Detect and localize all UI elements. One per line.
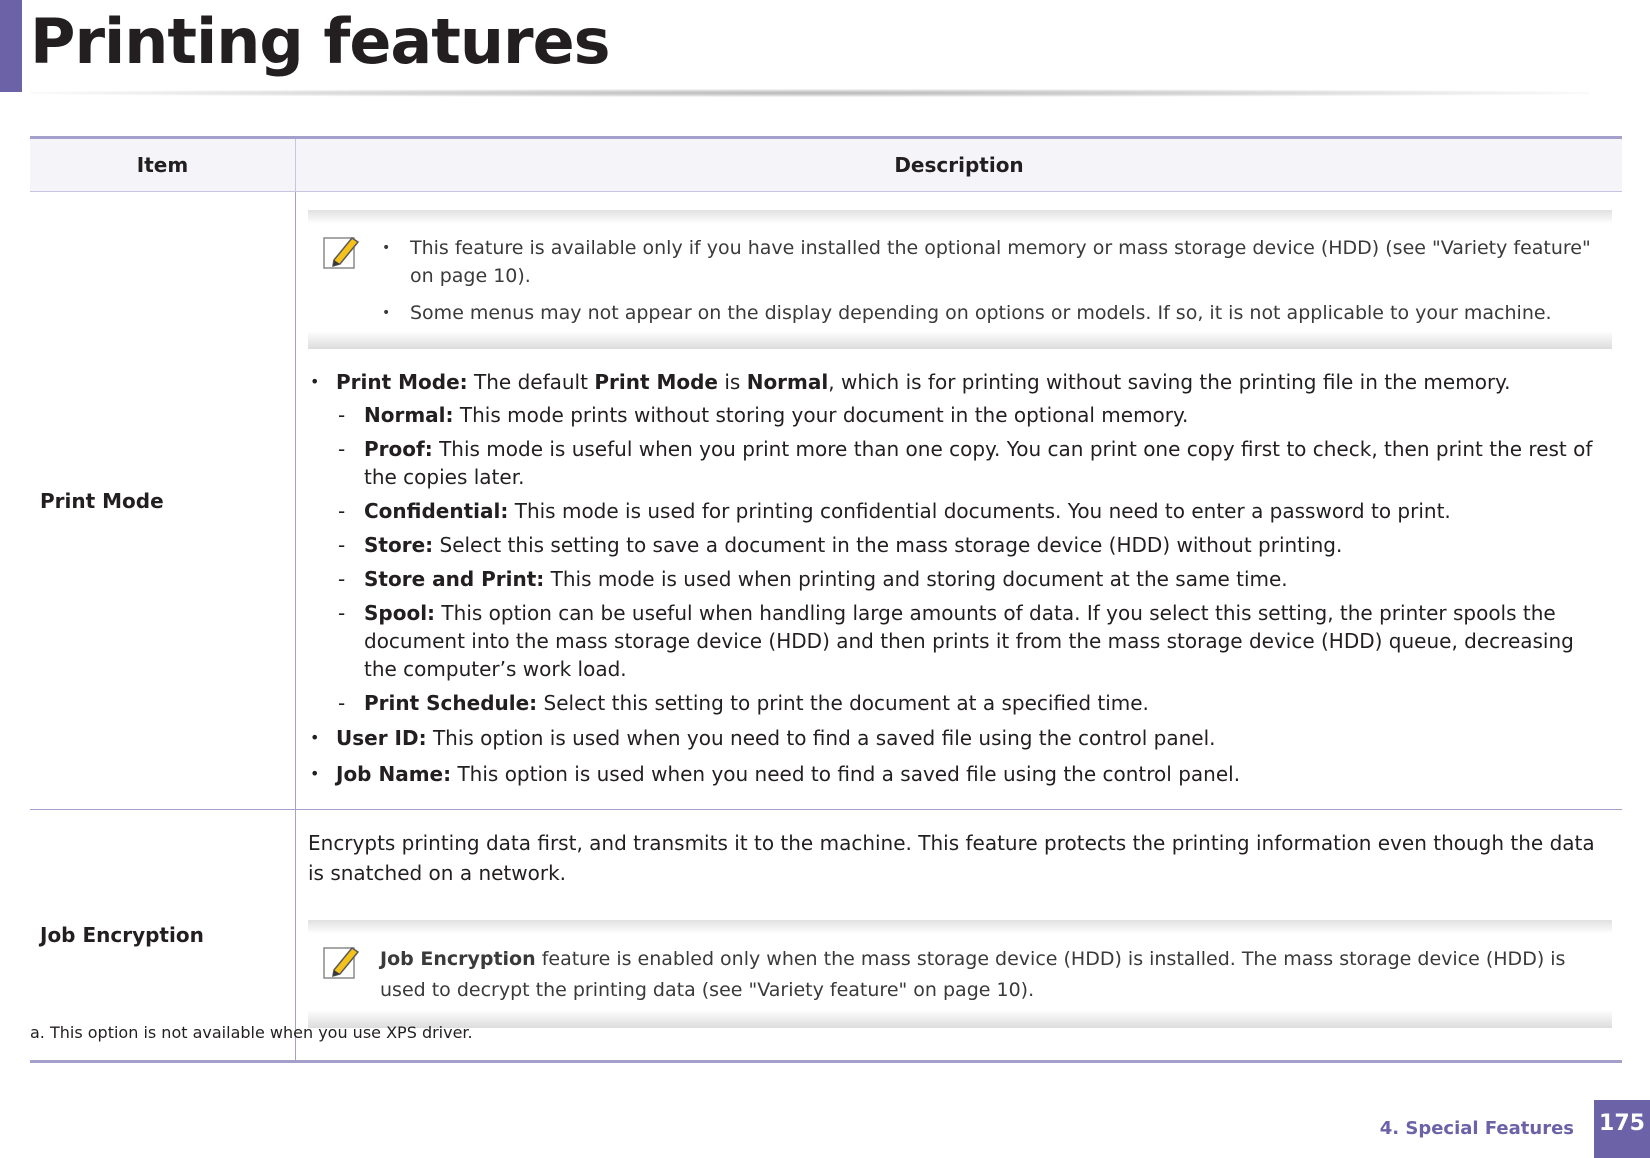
note-text: [380, 944, 1606, 1006]
mode-text: Select this setting to save a document in the mass storage device (HDD) without printing.: [439, 533, 1343, 557]
note-body: feature is enabled only when the mass storage device (HDD) is installed. The mass storage device (HDD) is used to decrypt the printing data (see "Variety feature" on page 10).: [380, 948, 1566, 1001]
mode-name: Print Schedule:: [364, 691, 538, 715]
table-row-print-mode: [30, 192, 1622, 810]
option-text: , which is for printing without saving the printing file in the memory.: [828, 370, 1511, 394]
title-rule: [30, 89, 1590, 97]
mode-name: Store:: [364, 533, 434, 557]
mode-item-normal: [336, 401, 1612, 429]
column-header-description: Description: [296, 138, 1623, 192]
note-bold-term: Job Encryption: [380, 948, 536, 970]
option-label: Print Mode:: [336, 370, 468, 394]
options-list: [308, 367, 1612, 789]
mode-item-store-and-print: [336, 565, 1612, 593]
mode-list: [336, 401, 1612, 717]
note-box: [308, 210, 1612, 349]
page-number: 175: [1594, 1100, 1650, 1158]
option-text: is: [724, 370, 741, 394]
option-print-mode: [308, 367, 1612, 717]
mode-name: Confidential:: [364, 499, 509, 523]
mode-name: Store and Print:: [364, 567, 545, 591]
mode-text: This option can be useful when handling large amounts of data. If you select this setting, the printer spools the document into the mass storage device (HDD) and then prints it from the mass storage device (HDD) queue, decreasing the computer’s work load.: [364, 601, 1574, 681]
note-item: • This feature is available only if you have installed the optional memory or mass storage device (HDD) (see "Variety feature" on page 10).: [380, 234, 1606, 290]
option-bold-term: Normal: [746, 370, 829, 394]
column-header-item: Item: [30, 138, 296, 192]
note-list: [380, 234, 1606, 327]
note-pencil-icon: [322, 232, 362, 272]
footnote: a. This option is not available when you use XPS driver.: [30, 1023, 473, 1042]
option-label: Job Name:: [336, 762, 452, 786]
mode-item-print-schedule: [336, 689, 1612, 717]
features-table: [30, 136, 1622, 1063]
mode-name: Spool:: [364, 601, 436, 625]
title-accent-bar: [0, 0, 22, 92]
option-text: This option is used when you need to find a saved file using the control panel.: [432, 726, 1216, 750]
mode-item-spool: [336, 599, 1612, 683]
mode-text: This mode is useful when you print more than one copy. You can print one copy first to check, then print the rest of the copies later.: [364, 437, 1593, 489]
option-label: User ID:: [336, 726, 427, 750]
item-print-mode: Print Mode: [30, 192, 296, 810]
note-box: [308, 920, 1612, 1028]
mode-item-confidential: [336, 497, 1612, 525]
option-text: The default: [474, 370, 588, 394]
option-text: This option is used when you need to find a saved file using the control panel.: [457, 762, 1241, 786]
footer-section-title: 4. Special Features: [1379, 1118, 1574, 1139]
mode-name: Normal:: [364, 403, 454, 427]
option-user-id: [308, 723, 1612, 753]
mode-text: Select this setting to print the document at a specified time.: [543, 691, 1149, 715]
mode-text: This mode prints without storing your document in the optional memory.: [459, 403, 1189, 427]
description-print-mode: [296, 192, 1623, 810]
mode-item-store: [336, 531, 1612, 559]
note-pencil-icon: [322, 942, 362, 982]
mode-text: This mode is used when printing and storing document at the same time.: [550, 567, 1288, 591]
note-item: • Some menus may not appear on the display depending on options or models. If so, it is not applicable to your machine.: [380, 299, 1606, 327]
mode-item-proof: [336, 435, 1612, 491]
job-encryption-intro: Encrypts printing data first, and transmits it to the machine. This feature protects the printing information even though the data is snatched on a network.: [308, 831, 1595, 885]
table-header-row: [30, 138, 1622, 192]
page-title: Printing features: [30, 5, 610, 78]
item-job-encryption: Job Encryption: [30, 810, 296, 1062]
mode-text: This mode is used for printing confidential documents. You need to enter a password to print.: [514, 499, 1451, 523]
description-job-encryption: [296, 810, 1623, 1062]
option-bold-term: Print Mode: [594, 370, 718, 394]
option-job-name: [308, 759, 1612, 789]
mode-name: Proof:: [364, 437, 433, 461]
